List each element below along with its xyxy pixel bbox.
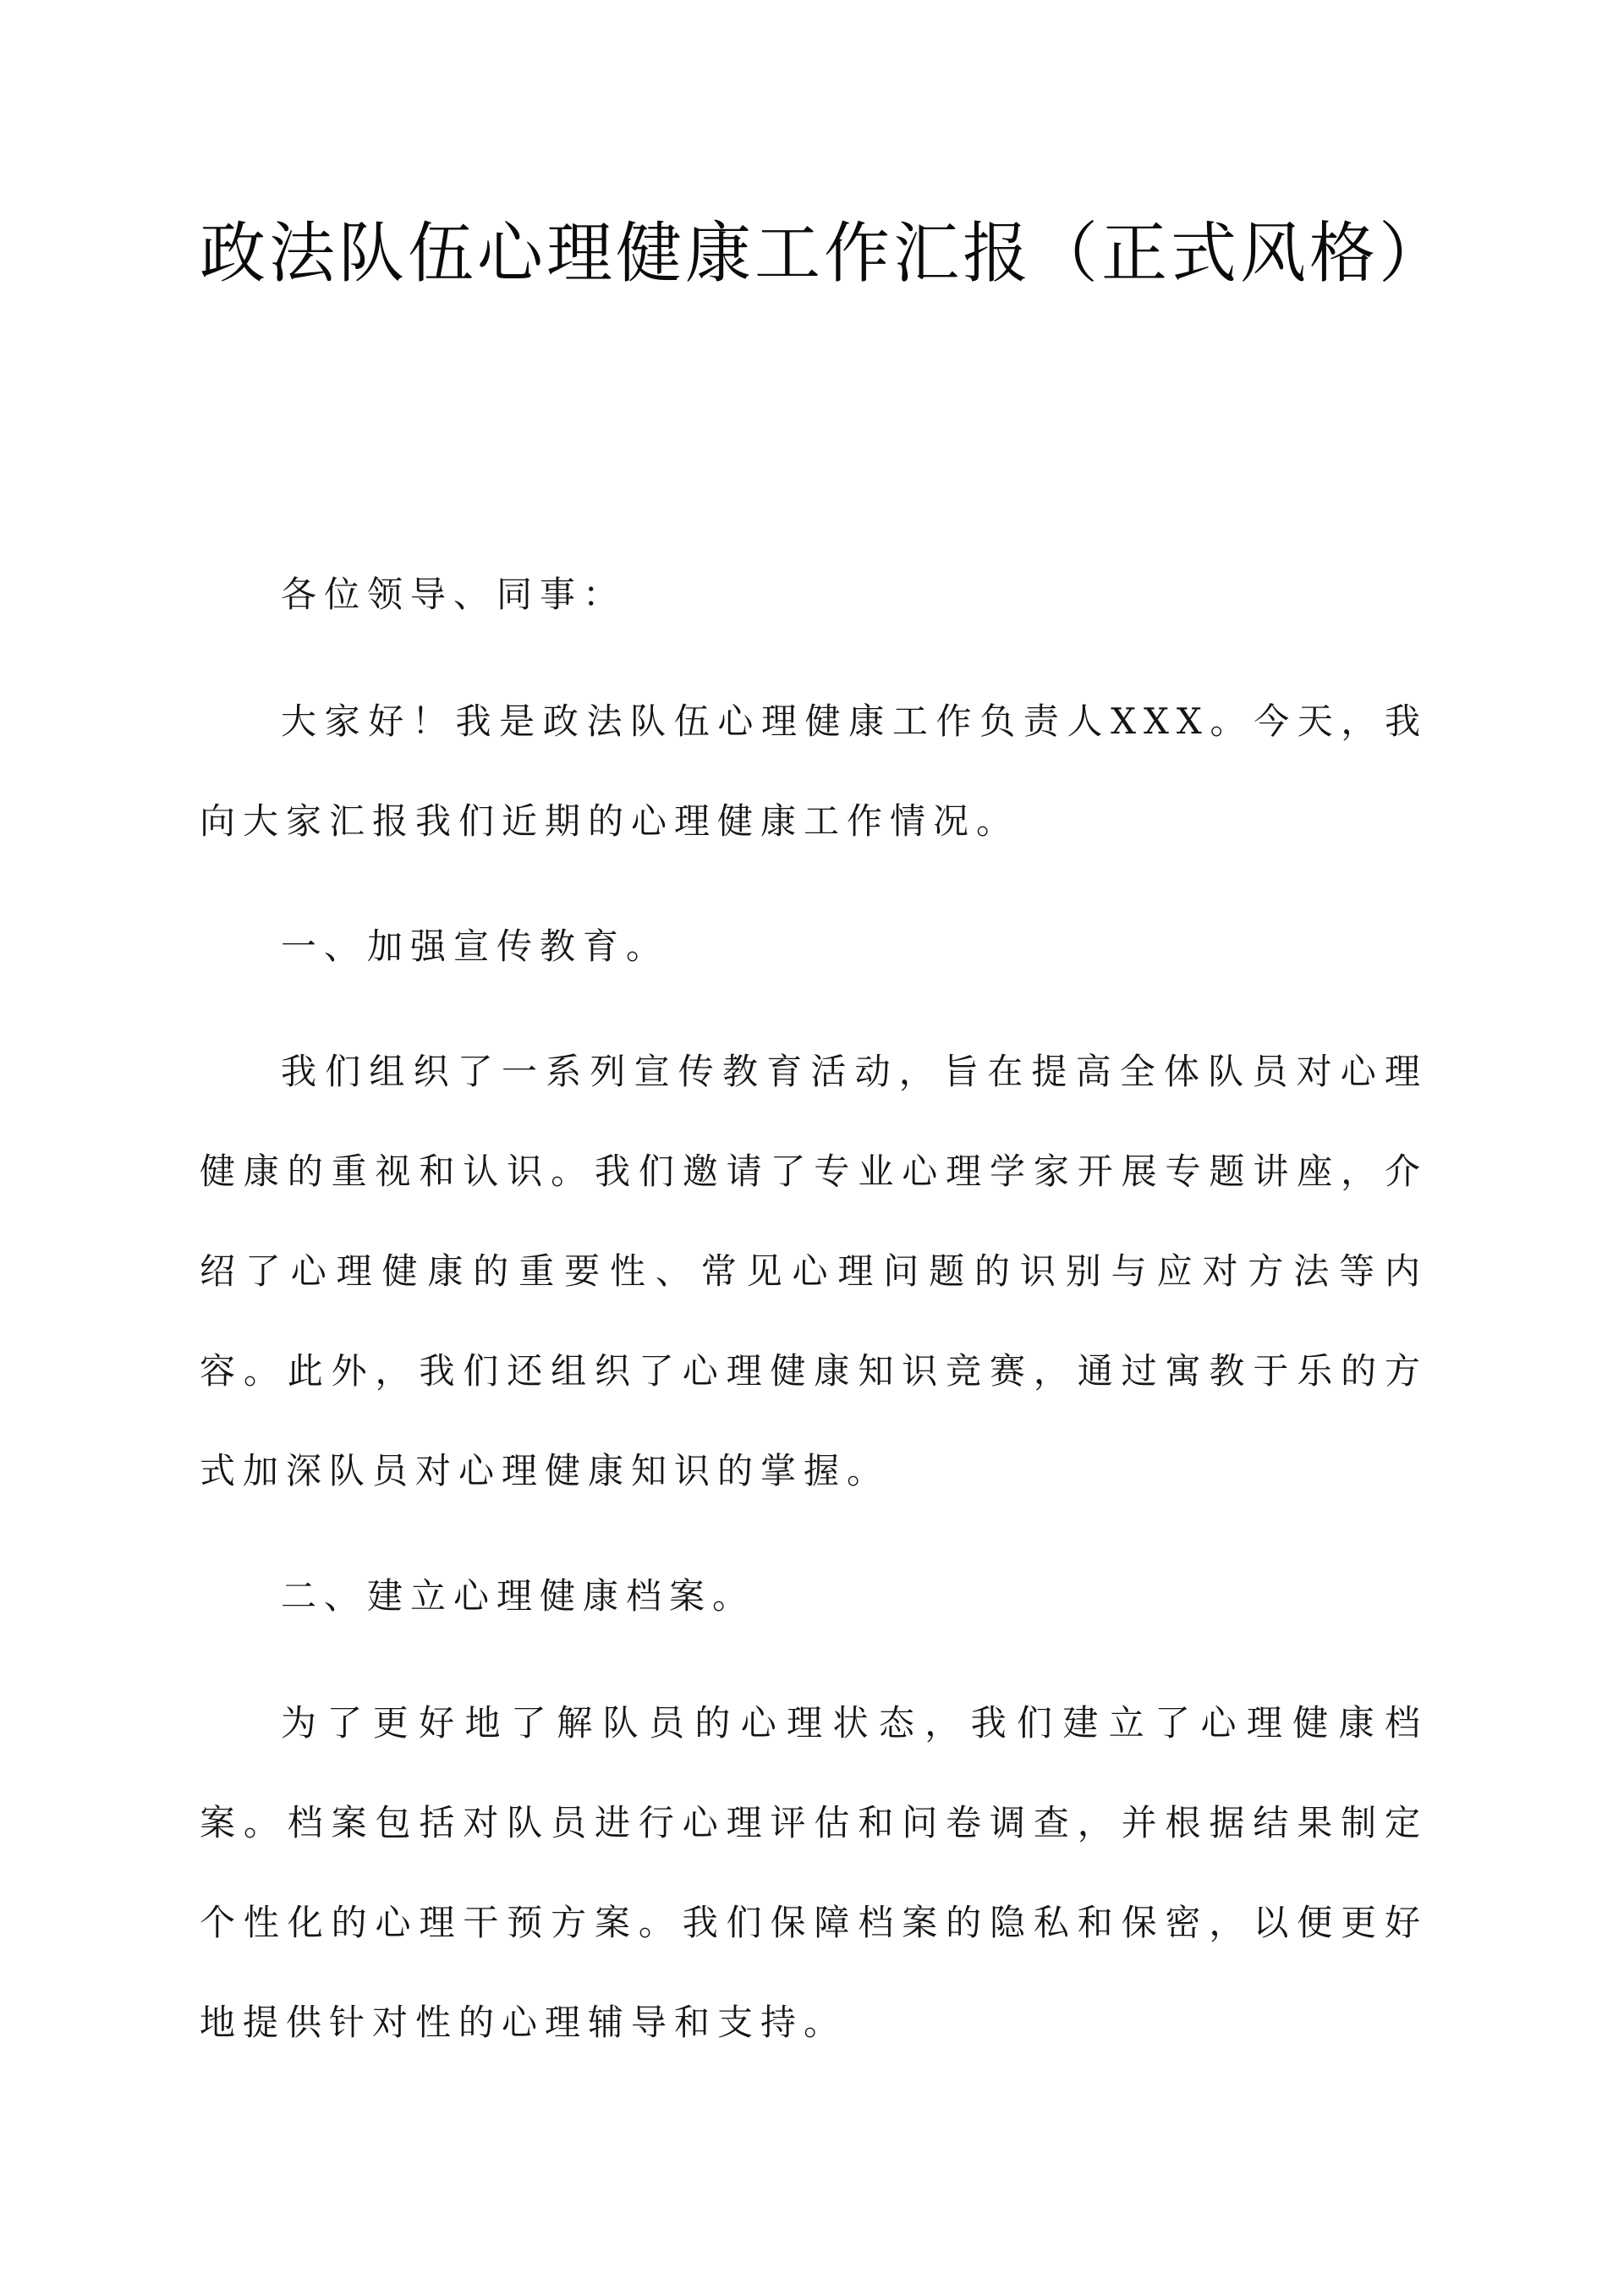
- document-title: 政法队伍心理健康工作汇报（正式风格）: [200, 216, 1449, 292]
- section-paragraph-1: 我们组织了一系列宣传教育活动，旨在提高全体队员对心理健康的重视和认识。我们邀请了专业心理学家开展专题讲座，介绍了心理健康的重要性、常见心理问题的识别与应对方法等内容。此外，我们还组织了心理健康知识竞赛，通过寓教于乐的方式加深队员对心理健康知识的掌握。: [200, 1051, 1428, 1491]
- section-heading-2: 二、建立心理健康档案。: [281, 1575, 756, 1617]
- section-paragraph-2: 为了更好地了解队员的心理状态，我们建立了心理健康档案。档案包括对队员进行心理评估和问卷调查，并根据结果制定个性化的心理干预方案。我们保障档案的隐私和保密，以便更好地提供针对性的心理辅导和支持。: [200, 1702, 1428, 2043]
- section-heading-1: 一、加强宣传教育。: [281, 926, 670, 967]
- intro-paragraph: 大家好！我是政法队伍心理健康工作负责人XXX。今天，我向大家汇报我们近期的心理健康工作情况。: [200, 700, 1428, 842]
- greeting-paragraph: 各位领导、同事：: [281, 574, 627, 615]
